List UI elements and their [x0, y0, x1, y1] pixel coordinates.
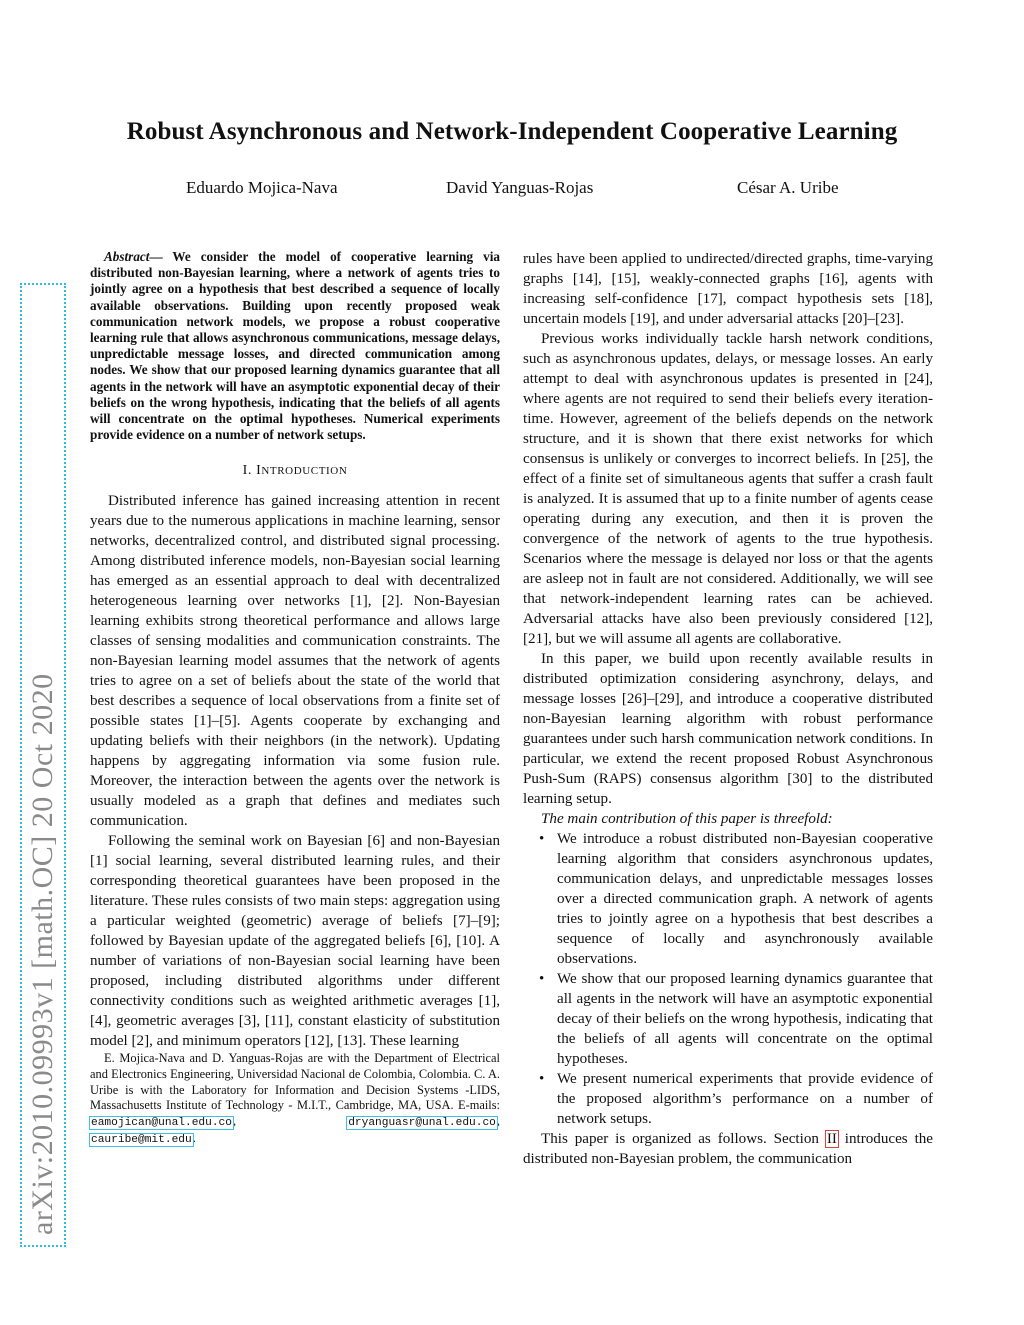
- contribution-item-2: • We show that our proposed learning dynamics guarantee that all agents in the network will have an asymptotic exponential decay of their beliefs on the wrong hypothesis, indicating that the beliefs of all agents will concentrate on the optimal hypotheses.: [557, 969, 933, 1069]
- section-title-initial: I: [256, 463, 262, 479]
- author-footnote: [90, 1051, 500, 1149]
- right-column: [523, 249, 933, 1169]
- intro-paragraph-5: In this paper, we build upon recently available results in distributed optimization considering asynchrony, delays, and message losses [26]–[29], and introduce a cooperative distributed non-Bayesian learning algorithm with robust performance guarantees under such harsh communication network conditions. In particular, we extend the recent proposed Robust Asynchronous Push-Sum (RAPS) consensus algorithm [30] to the distributed learning setup.: [523, 651, 933, 807]
- abstract: [90, 249, 500, 443]
- section-heading-introduction: [90, 461, 500, 481]
- email-separator-2: ,: [496, 1113, 500, 1128]
- abstract-text: — We consider the model of cooperative learning via distributed non-Bayesian learning, where a network of agents tries to jointly agree on a hypothesis that best described a sequence of locally available observations. Building upon recently proposed weak communication network models, we propose a robust cooperative learning rule that allows asynchronous communications, message delays, unpredictable message losses, and directed communication among nodes. We show that our proposed learning dynamics guarantee that all agents in the network will have an asymptotic exponential decay of their beliefs on the wrong hypothesis, indicating that the beliefs of all agents will concentrate on the optimal hypotheses. Numerical experiments provide evidence on a number of network setups.: [90, 249, 500, 443]
- abstract-label: Abstract: [104, 249, 150, 264]
- organization-text-after: introduces the distributed non-Bayesian problem, the communication: [523, 1131, 934, 1167]
- author-2: David Yanguas-Rojas: [446, 178, 594, 197]
- footnote-end: .: [192, 1131, 196, 1146]
- paper-title: Robust Asynchronous and Network-Independent Cooperative Learning: [126, 118, 898, 145]
- footnote-text: E. Mojica-Nava and D. Yanguas-Rojas are with the Department of Electrical and Electronics Engineering, Universidad Nacional de Colombia, Colombia. C. A. Uribe is with the Laboratory for Information and Decision Systems -LIDS, Massachusetts Institute of Technology - M.I.T., Cambridge, MA, USA. E-mails:: [90, 1051, 500, 1113]
- contribution-intro: The main contribution of this paper is threefold:: [541, 811, 833, 827]
- left-column: [90, 249, 500, 1149]
- section-number: I.: [242, 463, 252, 479]
- section-title-rest: NTRODUCTION: [261, 465, 348, 478]
- email-separator-1: ,: [233, 1113, 237, 1128]
- contribution-list: [523, 829, 933, 1129]
- author-list: [0, 178, 1024, 200]
- intro-paragraph-3: rules have been applied to undirected/directed graphs, time-varying graphs [14], [15], weakly-connected graphs [16], agents with increasing self-confidence [17], compact hypothesis sets [18], uncertain models [19], and under adversarial attacks [20]–[23].: [523, 251, 933, 327]
- organization-paragraph: [523, 1129, 933, 1169]
- organization-text-before: This paper is organized as follows. Section: [541, 1131, 819, 1147]
- section-ref-link[interactable]: II: [826, 1131, 837, 1147]
- intro-paragraph-4: Previous works individually tackle harsh network conditions, such as asynchronous updates, delays, or message losses. An early attempt to deal with asynchronous updates is presented in [24], where agents are not required to send their beliefs every iteration-time. However, agreement of the beliefs depends on the network structure, and it is shown that there exist networks for which consensus is unlikely or converges to incorrect beliefs. In [25], the effect of a finite set of simultaneous agents that suffer a crash fault is analyzed. It is assumed that up to a finite number of agents cease operating during any execution, and then it is proven the convergence of the network of agents to the true hypothesis. Scenarios where the message is delayed nor loss or that the agents are asleep not in fault are not considered. Additionally, we will see that network-independent learning rates can be achieved. Adversarial attacks have also been previously considered [12], [21], but we will assume all agents are collaborative.: [523, 331, 933, 647]
- email-link-3[interactable]: cauribe@mit.edu: [91, 1134, 192, 1147]
- email-link-1[interactable]: eamojican@unal.edu.co: [91, 1116, 232, 1129]
- intro-paragraph-2: Following the seminal work on Bayesian [6] and non-Bayesian [1] social learning, several distributed learning rules, and their corresponding theoretical guarantees have been proposed in the literature. These rules consists of two main steps: aggregation using a particular weighted (geometric) average of beliefs [7]–[9]; followed by Bayesian update of the aggregated beliefs [6], [10]. A number of variations of non-Bayesian social learning have been proposed, including distributed algorithms under different connectivity conditions such as weighted arithmetic averages [1], [4], geometric averages [3], [11], constant elasticity of substitution model [2], and minimum operators [12], [13]. These learning: [90, 833, 500, 1050]
- contribution-item-3: • We present numerical experiments that provide evidence of the proposed algorithm’s performance on a number of network setups.: [557, 1069, 933, 1129]
- author-1: Eduardo Mojica-Nava: [186, 178, 338, 197]
- contribution-item-1: • We introduce a robust distributed non-Bayesian cooperative learning algorithm that considers asynchronous updates, communication delays, and unpredictable messages losses over a directed communication graph. A network of agents tries to jointly agree on a hypothesis that best describes a sequence of locally and asynchronously available observations.: [557, 829, 933, 969]
- email-link-2[interactable]: dryanguasr@unal.edu.co: [348, 1116, 496, 1129]
- author-3: César A. Uribe: [737, 178, 839, 197]
- arxiv-stamp[interactable]: arXiv:2010.09993v1 [math.OC] 20 Oct 2020: [22, 285, 64, 1245]
- intro-paragraph-1: Distributed inference has gained increasing attention in recent years due to the numerous applications in machine learning, sensor networks, decentralized control, and distributed signal processing. Among distributed inference models, non-Bayesian social learning has emerged as an essential approach to deal with decentralized heterogeneous learning over networks [1], [2]. Non-Bayesian learning exhibits strong theoretical performance and allows large classes of sensing modalities and communication constraints. The non-Bayesian learning model assumes that the network of agents tries to agree on a set of beliefs about the state of the world that best describes a sequence of local observations from a finite set of possible states [1]–[5]. Agents cooperate by exchanging and updating beliefs with their neighbors (in the network). Updating happens by aggregating information via some fusion rule. Moreover, the interaction between the agents over the network is usually modeled as a graph that defines and mediates such communication.: [90, 493, 500, 830]
